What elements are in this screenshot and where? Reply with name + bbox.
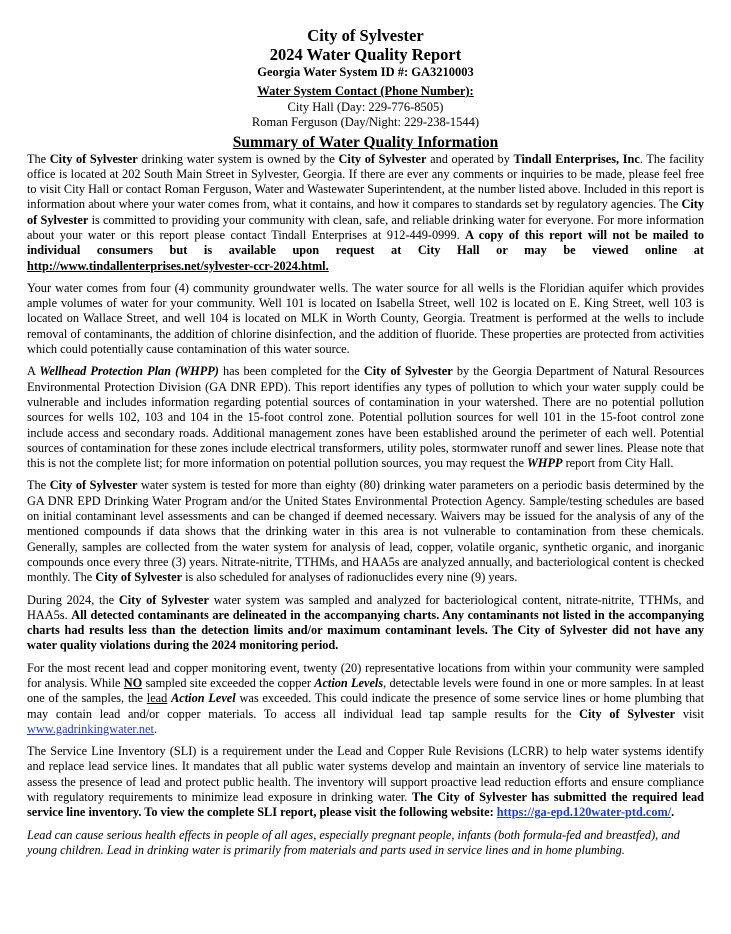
text: A (27, 364, 40, 379)
text: and operated by (426, 151, 514, 166)
text: report from City Hall. (562, 456, 674, 471)
no-emphasis: NO (123, 676, 143, 690)
sli-statement: The City of Sylvester has submitted the required lead service line inventory. To view the complete SLI report, please visit the following website: (27, 790, 704, 820)
contaminant-statement: All detected contaminants are delineated in the accompanying charts. Any contaminants not listed in the accompanying charts had results less than the detection limits and/or maximum contaminant levels. The City of Sylvester did not have any water quality violations during the 2024 monitoring period. (27, 607, 704, 653)
text: The Service Line Inventory (SLI) is a requirement under the Lead and Copper Rule Revisions (LCRR) to help water systems identify and replace lead service lines. It mandates that all public water systems develop and maintain an inventory of service line materials to assess the presence of lead and protect public health. The inventory will support proactive lead reduction efforts and ensure compliance with regulatory requirements to minimize lead exposure in drinking water. (27, 744, 704, 805)
text: is also scheduled for analyses of radionuclides every nine (9) years. (182, 570, 518, 585)
lead-emphasis: lead (146, 691, 168, 706)
city-name: City of Sylvester (27, 197, 704, 227)
text: , detectable levels were found in one or more samples. In at least one of the samples, the (27, 676, 705, 706)
text: by the Georgia Department of Natural Resources Environmental Protection Division (GA DNR EPD). This report identifies any types of pollution to which your water supply could be vulnerable and includes information regarding potential sources of contamination in your watershed. There are no potential pollution sources for wells 102, 103 and 104 in the 15-foot control zone. Potential pollution sources for well 101 in the 15-foot control zone include access and secondary roads. Additional management zones have been established around the perimeter of each well. Potential sources of contamination for these zones include electrical transformers, utility poles, stormwater runoff and sewer lines. Please note that this is not the complete list; for more information on potential pollution sources, you may request the (27, 364, 705, 471)
lead-copper-paragraph (27, 661, 704, 737)
sampling-2024-paragraph (27, 593, 704, 654)
text: During 2024, the (27, 592, 119, 607)
text: has been completed for the (218, 364, 364, 379)
action-levels-term: Action Levels (314, 676, 384, 690)
period: . (671, 805, 675, 820)
intro-paragraph (27, 152, 704, 274)
city-title: City of Sylvester (307, 26, 424, 45)
city-name: City of Sylvester (49, 151, 138, 166)
contact-label: Water System Contact (Phone Number): (257, 84, 474, 98)
testing-paragraph (27, 478, 704, 585)
summary-heading: Summary of Water Quality Information (232, 133, 499, 151)
gadrinkingwater-link[interactable]: www.gadrinkingwater.net (27, 721, 154, 736)
text: . The facility office is located at 202 South Main Street in Sylvester, Georgia. If there are ever any comments or inquiries to be made, please feel free to visit City Hall or contact Roman Ferguson, Water and Wastewater Superintendent, at the number listed above. Included in this report is information about where your water comes from, what it contains, and how it compares to standards set by regulatory agencies. The (27, 151, 704, 212)
text: water system was sampled and analyzed for bacteriological content, nitrate-nitrite, TTHMs, and HAA5s. (27, 592, 704, 622)
whpp-abbr: WHPP (526, 456, 563, 471)
water-quality-report (27, 26, 704, 865)
city-name: City of Sylvester (579, 706, 676, 721)
text: visit (675, 706, 704, 721)
text: is committed to providing your community with clean, safe, and reliable drinking water for everyone. For more information about your water or this report please contact Tindall Enterprises at 912-449-0999. (27, 212, 704, 242)
text: The (27, 151, 50, 166)
text: was exceeded. This could indicate the presence of some service lines or home plumbing that may contain lead and/or copper materials. To access all individual lead tap sample results for the (27, 691, 704, 721)
report-link[interactable]: http://www.tindallenterprises.net/sylvester-ccr-2024.html. (27, 258, 329, 273)
city-name: City of Sylvester (363, 364, 453, 379)
text: water system is tested for more than eighty (80) drinking water parameters on a periodic basis determined by the GA DNR EPD Drinking Water Program and/or the United States Environmental Protection Agency. Sample/testing schedules are based on initial contaminant level assessments and can be changed if deemed necessary. Waivers may be issued for the analysis of any of the mentioned compounds if data shows that the drinking water in this area is not vulnerable to contamination from these chemicals. Generally, samples are collected from the water system for analysis of lead, copper, volatile organic, synthetic organic, and inorganic compounds once every three (3) years. Nitrate-nitrite, TTHMs, and HAA5s are analyzed annually, and bacteriological content is checked monthly. The (27, 478, 704, 585)
operator-name: Tindall Enterprises, Inc (513, 151, 640, 166)
city-name: City of Sylvester (338, 151, 427, 166)
report-title: 2024 Water Quality Report (269, 45, 462, 64)
lead-health-statement: Lead can cause serious health effects in people of all ages, especially pregnant people, infants (both formula-fed and breastfed), and young children. Lead in drinking water is primarily from materials and parts used in service lines and in home plumbing. (27, 827, 680, 857)
contact-city-hall: City Hall (Day: 229-776-8505) (287, 99, 444, 114)
action-level-term: Action Level (171, 691, 236, 706)
text: sampled site exceeded the copper (142, 676, 315, 690)
text: For the most recent lead and copper monitoring event, twenty (20) representative locations from within your community were sampled for analysis. While (27, 660, 704, 690)
text: drinking water system is owned by the (137, 151, 339, 166)
system-id: Georgia Water System ID #: GA3210003 (257, 65, 474, 79)
service-line-inventory-paragraph (27, 744, 704, 820)
whpp-paragraph (27, 364, 704, 471)
city-name: City of Sylvester (118, 592, 209, 607)
city-name: City of Sylvester (95, 570, 183, 585)
text: The (27, 478, 50, 493)
contact-superintendent: Roman Ferguson (Day/Night: 229-238-1544) (251, 115, 480, 129)
contact-block (27, 84, 704, 131)
water-source-paragraph: Your water comes from four (4) community groundwater wells. The water source for all wells is the Floridian aquifer which provides ample volumes of water for your community. Well 101 is located on Isabella Street, well 102 is located on E. King Street, well 103 is located on Wallace Street, and well 104 is located on MLK in Worth County, Georgia. Treatment is performed at the wells to include removal of contaminants, the addition of chlorine disinfection, and the addition of fluoride. These properties are protected from activities which could potentially cause contamination of this water source. (27, 280, 704, 357)
sli-report-link[interactable]: https://ga-epd.120water-ptd.com/ (496, 805, 672, 820)
text: . (153, 721, 157, 736)
copy-notice: A copy of this report will not be mailed to individual consumers but is available upon request at City Hall or may be viewed online at (27, 227, 704, 258)
city-name: City of Sylvester (49, 478, 138, 493)
whpp-title: Wellhead Protection Plan (WHPP) (39, 364, 219, 379)
